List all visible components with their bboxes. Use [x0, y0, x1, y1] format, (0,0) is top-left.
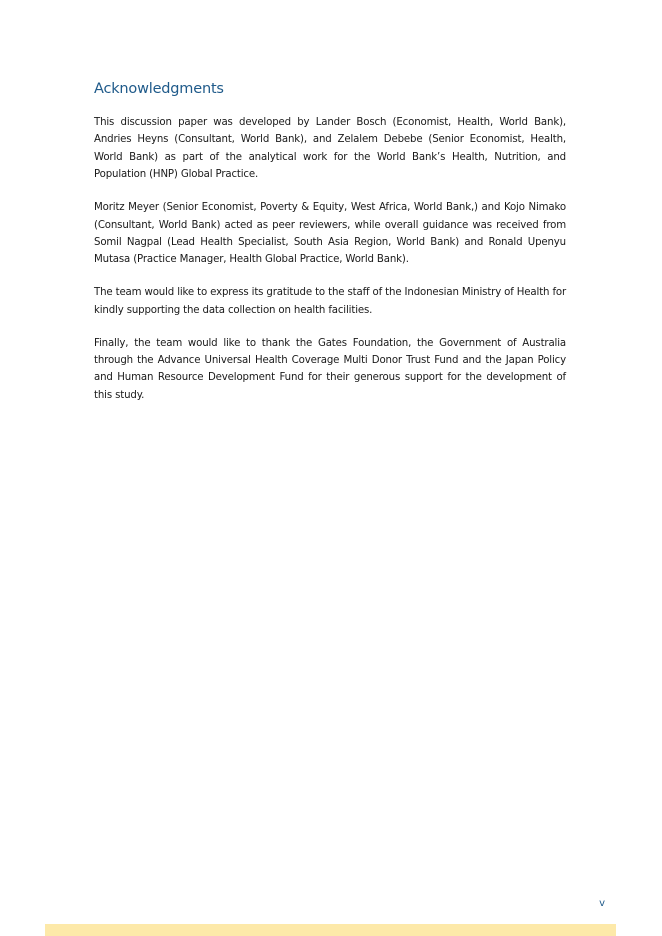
paragraph-funders: Finally, the team would like to thank the Gates Foundation, the Government of Australia through the Advance Universal Health Coverage Multi Donor Trust Fund and the Japan Policy and Human Resource Development Fund for their generous support for the development of this study.: [94, 337, 566, 401]
paragraph-gratitude: The team would like to express its gratitude to the staff of the Indonesian Ministry of Health for kindly supporting the data collection on health facilities.: [94, 287, 566, 316]
page-number: v: [599, 898, 605, 909]
paragraph-reviewers: Moritz Meyer (Senior Economist, Poverty & Equity, West Africa, World Bank,) and Kojo Nimako (Consultant, World Bank) acted as peer reviewers, while overall guidance was received from Somil Nagpal (Lead Health Specialist, South Asia Region, World Bank) and Ronald Upenyu Mutasa (Practice Manager, Health Global Practice, World Bank).: [94, 202, 566, 266]
paragraph-authors: This discussion paper was developed by Lander Bosch (Economist, Health, World Bank), Andries Heyns (Consultant, World Bank), and Zelalem Debebe (Senior Economist, Health, World Bank) as part of the analytical work for the World Bank’s Health, Nutrition, and Population (HNP) Global Practice.: [94, 117, 566, 181]
page-title: Acknowledgments: [94, 81, 224, 97]
footer-band: [45, 924, 616, 936]
body-text: [94, 114, 566, 420]
